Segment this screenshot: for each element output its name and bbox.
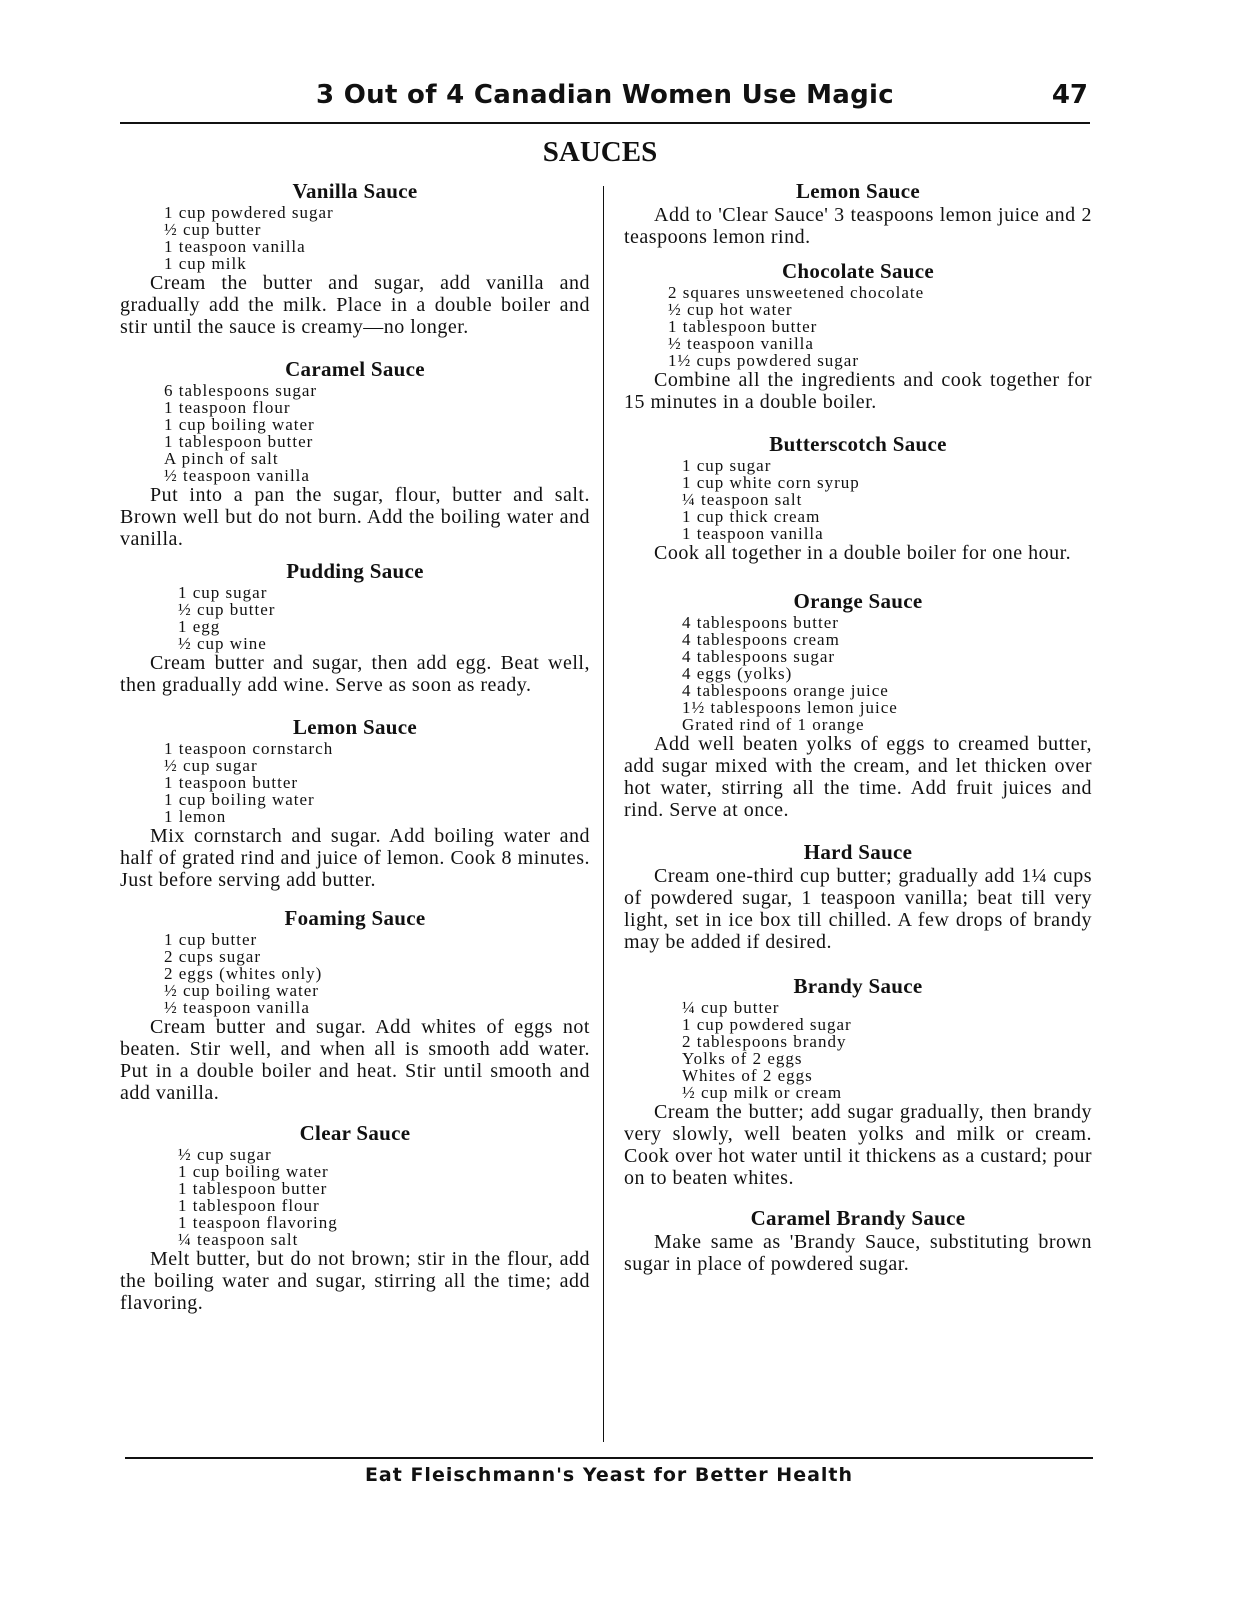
ingredient-item: 1 egg xyxy=(178,617,221,636)
ingredient-item: 1 cup milk xyxy=(164,254,247,273)
ingredient-item: ½ cup milk or cream xyxy=(682,1083,843,1102)
ingredient-item: ½ cup hot water xyxy=(668,300,793,319)
recipe-title: Vanilla Sauce xyxy=(292,179,418,203)
ingredient-item: 4 tablespoons orange juice xyxy=(682,681,889,700)
ingredient-list xyxy=(624,457,1092,542)
ingredient-list xyxy=(624,999,1092,1101)
ingredient-item: 2 eggs (whites only) xyxy=(164,964,323,983)
recipe-directions: Add well beaten yolks of eggs to creamed butter, add sugar mixed with the cream, and let thicken over hot water, stirring all the time. Add fruit juices and rind. Serve at once. xyxy=(624,733,1092,821)
ingredient-item: 4 tablespoons butter xyxy=(682,613,839,632)
ingredient-list xyxy=(120,1146,590,1248)
ingredient-item: ½ cup butter xyxy=(178,600,276,619)
recipe-directions: Mix cornstarch and sugar. Add boiling water and half of grated rind and juice of lemon. Cook 8 minutes. Just before serving add butter. xyxy=(120,825,590,891)
recipe xyxy=(624,1205,1092,1275)
recipe-title: Caramel Brandy Sauce xyxy=(750,1206,966,1230)
ingredient-list xyxy=(120,740,590,825)
ingredient-item: 2 cups sugar xyxy=(164,947,261,966)
ingredient-item: 1 cup boiling water xyxy=(178,1162,329,1181)
recipe-title: Chocolate Sauce xyxy=(781,259,935,283)
column-divider xyxy=(603,186,604,1442)
recipe-title: Clear Sauce xyxy=(299,1121,411,1145)
recipe-directions: Melt butter, but do not brown; stir in the flour, add the boiling water and sugar, stirring all the time; add flavoring. xyxy=(120,1248,590,1314)
recipe-directions: Cream the butter and sugar, add vanilla and gradually add the milk. Place in a double boiler and stir until the sauce is creamy—no longer. xyxy=(120,272,590,338)
ingredient-list xyxy=(120,382,590,484)
ingredient-item: ½ cup sugar xyxy=(178,1145,272,1164)
ingredient-item: 1 tablespoon butter xyxy=(668,317,818,336)
left-column xyxy=(120,178,590,1314)
ingredient-item: 1 lemon xyxy=(164,807,227,826)
ingredient-item: 6 tablespoons sugar xyxy=(164,381,318,400)
ingredient-item: Grated rind of 1 orange xyxy=(682,715,865,734)
ingredient-item: 1 tablespoon butter xyxy=(178,1179,328,1198)
ingredient-item: A pinch of salt xyxy=(164,449,279,468)
recipe-title: Brandy Sauce xyxy=(793,974,923,998)
recipe-title: Pudding Sauce xyxy=(286,559,424,583)
ingredient-item: 1 cup white corn syrup xyxy=(682,473,860,492)
recipe-directions: Combine all the ingredients and cook together for 15 minutes in a double boiler. xyxy=(624,369,1092,413)
ingredient-item: Whites of 2 eggs xyxy=(682,1066,813,1085)
ingredient-item: ½ cup wine xyxy=(178,634,267,653)
running-head xyxy=(120,78,1090,124)
ingredient-item: 1 teaspoon cornstarch xyxy=(164,739,334,758)
right-column xyxy=(624,178,1092,1275)
ingredient-item: ½ cup sugar xyxy=(164,756,258,775)
recipe xyxy=(624,431,1092,564)
ingredient-item: ½ cup boiling water xyxy=(164,981,319,1000)
ingredient-list xyxy=(624,614,1092,733)
recipe xyxy=(624,588,1092,821)
running-title: 3 Out of 4 Canadian Women Use Magic xyxy=(316,80,894,110)
page-number: 47 xyxy=(1051,80,1088,110)
ingredient-item: 1 tablespoon butter xyxy=(164,432,314,451)
recipe-directions: Cream one-third cup butter; gradually add 1¼ cups of powdered sugar, 1 teaspoon vanilla; beat till very light, set in ice box till chilled. A few drops of brandy may be added if desired. xyxy=(624,865,1092,953)
ingredient-item: 1 teaspoon vanilla xyxy=(682,524,824,543)
recipe-title: Lemon Sauce xyxy=(795,179,921,203)
recipe-directions: Cream the butter; add sugar gradually, then brandy very slowly, well beaten yolks and milk or cream. Cook over hot water until it thickens as a custard; pour on to beaten whites. xyxy=(624,1101,1092,1189)
ingredient-item: 1 teaspoon vanilla xyxy=(164,237,306,256)
recipe xyxy=(624,973,1092,1189)
recipe-directions: Put into a pan the sugar, flour, butter and salt. Brown well but do not burn. Add the boiling water and vanilla. xyxy=(120,484,590,550)
recipe-directions: Cream butter and sugar, then add egg. Beat well, then gradually add wine. Serve as soon as ready. xyxy=(120,652,590,696)
ingredient-item: 2 squares unsweetened chocolate xyxy=(668,283,925,302)
recipe xyxy=(120,905,590,1104)
recipe xyxy=(624,839,1092,953)
ingredient-list xyxy=(120,204,590,272)
ingredient-item: ¼ cup butter xyxy=(682,998,780,1017)
ingredient-item: 1 teaspoon flavoring xyxy=(178,1213,338,1232)
recipe-directions: Make same as 'Brandy Sauce, substituting brown sugar in place of powdered sugar. xyxy=(624,1231,1092,1275)
ingredient-item: 4 eggs (yolks) xyxy=(682,664,793,683)
recipe xyxy=(120,356,590,550)
ingredient-item: 1 cup boiling water xyxy=(164,790,315,809)
ingredient-item: 1 cup powdered sugar xyxy=(164,203,334,222)
ingredient-item: ¼ teaspoon salt xyxy=(682,490,803,509)
ingredient-item: 1 cup powdered sugar xyxy=(682,1015,852,1034)
ingredient-item: ½ teaspoon vanilla xyxy=(164,466,310,485)
ingredient-item: 1 teaspoon butter xyxy=(164,773,299,792)
recipe-title: Caramel Sauce xyxy=(285,357,425,381)
ingredient-item: Yolks of 2 eggs xyxy=(682,1049,803,1068)
recipe xyxy=(120,178,590,338)
ingredient-item: ¼ teaspoon salt xyxy=(178,1230,299,1249)
ingredient-item: 4 tablespoons cream xyxy=(682,630,840,649)
recipe xyxy=(120,714,590,891)
section-title: SAUCES xyxy=(542,136,658,168)
recipe-title: Orange Sauce xyxy=(793,589,923,613)
ingredient-item: 2 tablespoons brandy xyxy=(682,1032,847,1051)
recipe-title: Hard Sauce xyxy=(803,840,913,864)
running-foot xyxy=(125,1457,1093,1486)
ingredient-list xyxy=(120,931,590,1016)
ingredient-item: ½ cup butter xyxy=(164,220,262,239)
ingredient-list xyxy=(120,584,590,652)
recipe xyxy=(624,258,1092,413)
recipe xyxy=(624,178,1092,248)
ingredient-item: 1½ tablespoons lemon juice xyxy=(682,698,898,717)
ingredient-list xyxy=(624,284,1092,369)
recipe xyxy=(120,558,590,696)
recipe-title: Foaming Sauce xyxy=(284,906,426,930)
ingredient-item: 1 cup sugar xyxy=(178,583,268,602)
ingredient-item: 1 cup thick cream xyxy=(682,507,821,526)
ingredient-item: ½ teaspoon vanilla xyxy=(668,334,814,353)
ingredient-item: 1 cup sugar xyxy=(682,456,772,475)
recipe xyxy=(120,1120,590,1314)
ingredient-item: 1 cup butter xyxy=(164,930,258,949)
recipe-directions: Cook all together in a double boiler for one hour. xyxy=(654,542,1072,564)
ingredient-item: 1 teaspoon flour xyxy=(164,398,291,417)
recipe-title: Lemon Sauce xyxy=(292,715,418,739)
ingredient-item: ½ teaspoon vanilla xyxy=(164,998,310,1017)
recipe-directions: Cream butter and sugar. Add whites of eggs not beaten. Stir well, and when all is smooth add water. Put in a double boiler and heat. Stir until smooth and add vanilla. xyxy=(120,1016,590,1104)
recipe-title: Butterscotch Sauce xyxy=(769,432,947,456)
footer-text: Eat Fleischmann's Yeast for Better Health xyxy=(364,1464,854,1486)
ingredient-item: 1½ cups powdered sugar xyxy=(668,351,860,370)
ingredient-item: 4 tablespoons sugar xyxy=(682,647,836,666)
ingredient-item: 1 tablespoon flour xyxy=(178,1196,320,1215)
ingredient-item: 1 cup boiling water xyxy=(164,415,315,434)
recipe-directions: Add to 'Clear Sauce' 3 teaspoons lemon juice and 2 teaspoons lemon rind. xyxy=(624,204,1092,248)
